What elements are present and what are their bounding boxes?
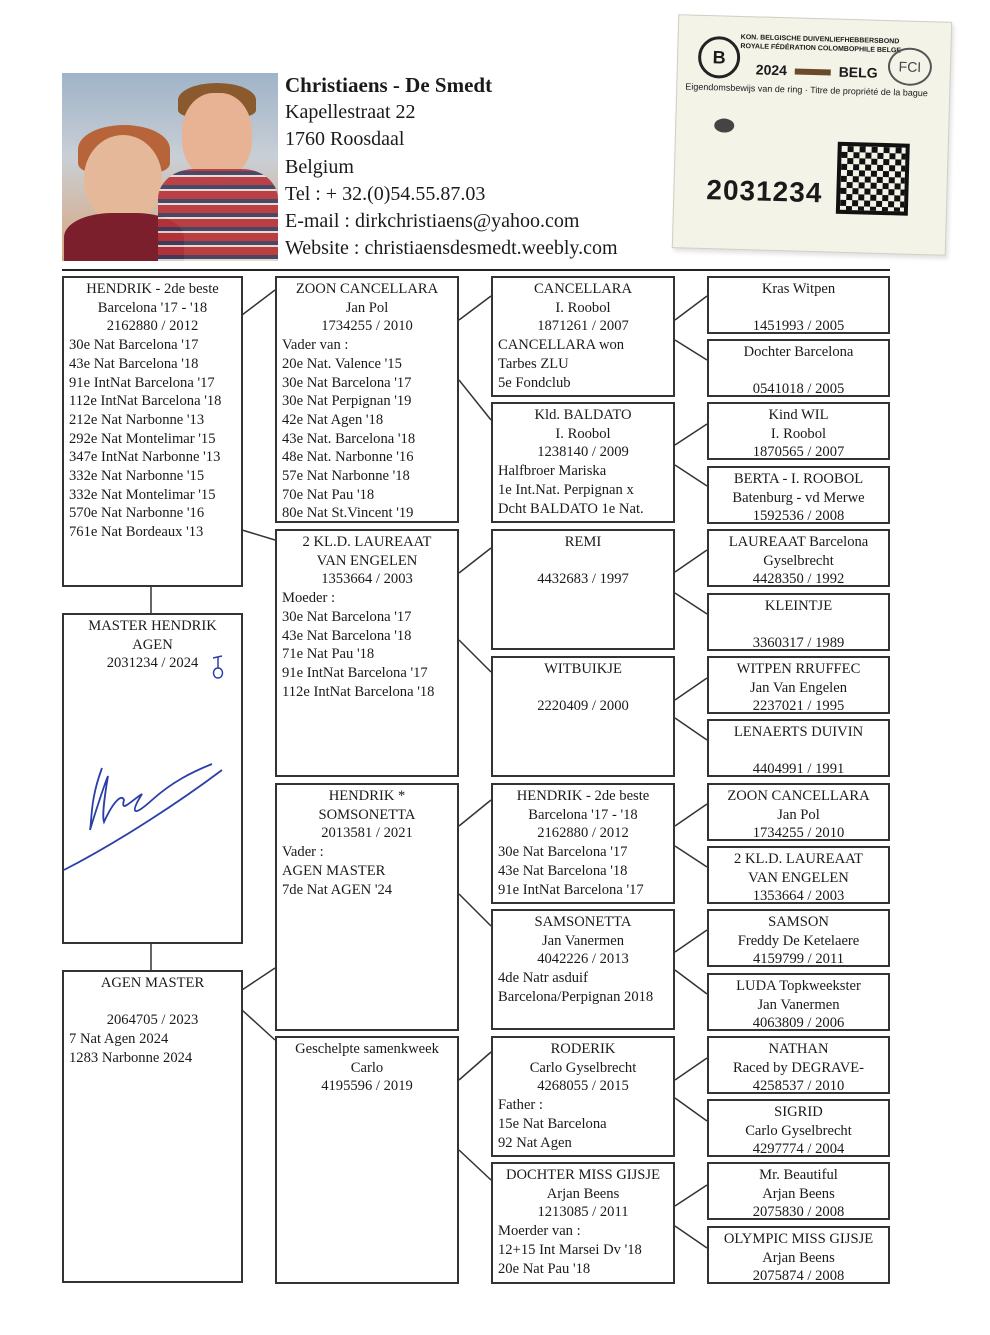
- bird-name: SIGRID: [774, 1104, 823, 1120]
- bird-ring: 4195596 / 2019: [321, 1078, 413, 1095]
- org-line-2: ROYALE FÉDÉRATION COLOMBOPHILE BELGE: [740, 42, 902, 55]
- bird-ring: 4268055 / 2015: [537, 1078, 629, 1095]
- grandparent-box: [275, 276, 459, 523]
- result-line: 212e Nat Narbonne '13: [69, 411, 205, 428]
- telephone: Tel : + 32.(0)54.55.87.03: [285, 182, 486, 205]
- great-grandparent-box: [491, 529, 675, 650]
- bird-breeder: Jan Pol: [345, 299, 389, 316]
- bird-name: REMI: [564, 534, 602, 550]
- result-line: AGEN MASTER: [282, 862, 386, 879]
- fci-logo-icon: FCI: [887, 47, 932, 86]
- gen4-box: [707, 783, 890, 841]
- bird-breeder: VAN ENGELEN: [316, 552, 418, 569]
- gen4-box: [707, 1162, 890, 1220]
- bird-ring: 2220409 / 2000: [537, 698, 629, 715]
- bird-breeder: [709, 299, 888, 318]
- result-line: 5e Fondclub: [498, 374, 571, 391]
- sire-name: HENDRIK - 2de beste: [86, 281, 219, 297]
- bird-ring: 4159799 / 2011: [752, 951, 845, 967]
- result-line: 91e IntNat Barcelona '17: [69, 374, 215, 391]
- result-line: 43e Nat Barcelona '18: [498, 862, 628, 879]
- result-line: 91e IntNat Barcelona '17: [498, 881, 644, 898]
- bird-breeder: Barcelona '17 - '18: [528, 806, 638, 823]
- result-line: 292e Nat Montelimar '15: [69, 430, 216, 447]
- bird-name: 2 KL.D. LAUREAAT: [302, 534, 432, 550]
- great-grandparent-box: [491, 1162, 675, 1284]
- country: Belgium: [285, 155, 354, 178]
- result-line: Moerder van :: [498, 1223, 581, 1240]
- result-line: 112e IntNat Barcelona '18: [282, 683, 435, 700]
- result-line: Dcht BALDATO 1e Nat.: [498, 500, 644, 517]
- result-line: 7 Nat Agen 2024: [69, 1031, 169, 1048]
- result-line: 7de Nat AGEN '24: [282, 881, 393, 898]
- result-line: 570e Nat Narbonne '16: [69, 505, 205, 522]
- bird-name: LUDA Topkweekster: [736, 978, 861, 994]
- bird-ring: 4432683 / 1997: [537, 571, 629, 588]
- bird-name: DOCHTER MISS GIJSJE: [505, 1167, 661, 1183]
- gen4-box: [707, 529, 890, 587]
- great-grandparent-box: [491, 909, 675, 1030]
- bird-name: LAUREAAT Barcelona: [728, 534, 869, 550]
- bird-ring: 0541018 / 2005: [752, 381, 845, 397]
- gen4-box: [707, 402, 890, 460]
- bird-name: Geschelpte samenkweek: [295, 1041, 439, 1057]
- result-line: 30e Nat Barcelona '17: [282, 608, 412, 625]
- ring-year: 2024: [755, 61, 788, 79]
- bird-breeder: Jan Pol: [777, 806, 820, 823]
- bird-breeder: Jan Van Engelen: [750, 679, 847, 696]
- bird-ring: 2075874 / 2008: [752, 1268, 845, 1284]
- gen4-box: [707, 909, 890, 967]
- sire-ring: 2162880 / 2012: [106, 318, 199, 335]
- great-grandparent-box: [491, 402, 675, 523]
- bird-name: 2 KL.D. LAUREAAT: [734, 851, 863, 867]
- grandparent-box: [275, 1036, 459, 1284]
- bird-breeder: [709, 616, 888, 635]
- kbdb-logo-icon: B: [698, 36, 741, 79]
- result-line: 30e Nat Barcelona '17: [282, 374, 412, 391]
- bird-ring: 1870565 / 2007: [752, 444, 845, 460]
- result-line: 30e Nat Barcelona '17: [69, 337, 199, 354]
- bird-breeder: Gyselbrecht: [763, 552, 834, 569]
- gen4-box: [707, 719, 890, 777]
- bird-name: OLYMPIC MISS GIJSJE: [723, 1231, 874, 1247]
- bird-name: ZOON CANCELLARA: [727, 788, 870, 804]
- result-line: 347e IntNat Narbonne '13: [69, 449, 221, 466]
- bird-name: BERTA - I. ROOBOL: [733, 471, 864, 487]
- gen4-box: [707, 1226, 890, 1284]
- bird-breeder: [493, 679, 673, 698]
- bird-ring: 1871261 / 2007: [537, 318, 629, 335]
- result-line: 91e IntNat Barcelona '17: [282, 664, 428, 681]
- gen4-box: [707, 339, 890, 397]
- result-line: Vader :: [282, 844, 324, 861]
- bird-breeder: Raced by DEGRAVE-: [732, 1059, 865, 1076]
- bird-breeder: SOMSONETTA: [318, 806, 416, 823]
- dam-name: AGEN MASTER: [100, 975, 205, 991]
- bird-breeder: [709, 742, 888, 761]
- bird-name: Kind WIL: [768, 407, 829, 423]
- bird-name: WITBUIKJE: [544, 661, 622, 677]
- gen4-box: [707, 1036, 890, 1094]
- bird-ring: 4258537 / 2010: [752, 1078, 845, 1094]
- gen4-box: [707, 973, 890, 1031]
- result-line: 761e Nat Bordeaux '13: [69, 524, 204, 541]
- ring-number: 2031234: [706, 174, 823, 209]
- result-line: 70e Nat Pau '18: [282, 486, 375, 503]
- bird-breeder: Carlo Gyselbrecht: [745, 1122, 852, 1139]
- bird-ring: 2013581 / 2021: [321, 825, 413, 842]
- gen4-box: [707, 1099, 890, 1157]
- bird-name: HENDRIK *: [328, 788, 406, 804]
- signature-icon: [62, 760, 242, 880]
- bird-breeder: I. Roobol: [770, 425, 827, 442]
- bird-breeder: [493, 552, 673, 571]
- bird-name: CANCELLARA: [533, 281, 633, 297]
- gen4-box: [707, 656, 890, 714]
- grandparent-box: [275, 783, 459, 1031]
- bird-name: Kras Witpen: [761, 281, 836, 297]
- gen4-box: [707, 276, 890, 334]
- bird-name: WITPEN RRUFFEC: [736, 661, 861, 677]
- bird-breeder: I. Roobol: [555, 425, 611, 442]
- bird-breeder: Freddy De Ketelaere: [737, 932, 860, 949]
- result-line: 48e Nat. Narbonne '16: [282, 449, 414, 466]
- bird-name: KLEINTJE: [764, 598, 833, 614]
- bird-name: Dochter Barcelona: [743, 344, 854, 360]
- bird-name: ZOON CANCELLARA: [295, 281, 439, 297]
- result-line: 20e Nat. Valence '15: [282, 355, 402, 372]
- website: Website : christiaensdesmedt.weebly.com: [285, 237, 618, 260]
- result-line: 92 Nat Agen: [498, 1134, 572, 1151]
- ring-country: BELG: [838, 63, 878, 81]
- great-grandparent-box: [491, 276, 675, 397]
- bird-breeder: Arjan Beens: [762, 1249, 835, 1266]
- bird-name: SAMSON: [768, 914, 829, 930]
- great-grandparent-box: [491, 783, 675, 904]
- result-line: Halfbroer Mariska: [498, 463, 607, 480]
- result-line: 57e Nat Narbonne '18: [282, 468, 410, 485]
- grandparent-box: [275, 529, 459, 777]
- result-line: 12+15 Int Marsei Dv '18: [498, 1241, 642, 1258]
- result-line: 71e Nat Pau '18: [282, 646, 375, 663]
- bird-name: Mr. Beautiful: [759, 1167, 838, 1183]
- bird-name: RODERIK: [550, 1041, 616, 1057]
- bird-breeder: Carlo: [350, 1059, 384, 1076]
- bird-ring: 4428350 / 1992: [752, 571, 845, 587]
- bird-name: NATHAN: [768, 1041, 829, 1057]
- city: 1760 Roosdaal: [285, 128, 405, 151]
- address: Kapellestraat 22: [285, 101, 416, 124]
- bird-ring: 4404991 / 1991: [752, 761, 845, 777]
- result-line: 43e Nat Barcelona '18: [282, 627, 412, 644]
- bird-breeder: Arjan Beens: [762, 1185, 835, 1202]
- ownership-text: Eigendomsbewijs van de ring · Titre de propriété de la bague: [685, 81, 929, 99]
- bird-breeder: VAN ENGELEN: [748, 869, 849, 886]
- bird-breeder: Jan Vanermen: [757, 996, 840, 1013]
- sire-subtitle: Barcelona '17 - '18: [97, 299, 208, 316]
- bird-ring: 4063809 / 2006: [752, 1015, 845, 1031]
- bird-ring: 1592536 / 2008: [752, 508, 845, 524]
- bird-breeder: [709, 362, 888, 381]
- result-line: 30e Nat Barcelona '17: [498, 844, 628, 861]
- subject-ring: 2031234 / 2024: [106, 655, 199, 672]
- breeder-name: Christiaens - De Smedt: [285, 73, 493, 97]
- bird-ring: 2237021 / 1995: [752, 698, 845, 714]
- gen4-box: [707, 593, 890, 651]
- gen4-box: [707, 846, 890, 904]
- bird-ring: 3360317 / 1989: [752, 635, 845, 651]
- bird-ring: 1238140 / 2009: [537, 444, 629, 461]
- bird-ring: 4297774 / 2004: [752, 1141, 845, 1157]
- dam-ring: 2064705 / 2023: [106, 1012, 199, 1029]
- subject-name: MASTER HENDRIK: [88, 618, 217, 634]
- result-line: 20e Nat Pau '18: [498, 1260, 591, 1277]
- result-line: 30e Nat Perpignan '19: [282, 393, 412, 410]
- gen4-box: [707, 466, 890, 524]
- bird-name: SAMSONETTA: [534, 914, 632, 930]
- bird-breeder: Carlo Gyselbrecht: [529, 1059, 637, 1076]
- bird-breeder: Arjan Beens: [546, 1185, 620, 1202]
- result-line: CANCELLARA won: [498, 337, 625, 354]
- bird-ring: 2162880 / 2012: [537, 825, 629, 842]
- email: E-mail : dirkchristiaens@yahoo.com: [285, 210, 580, 233]
- bird-breeder: Jan Vanermen: [542, 932, 624, 949]
- result-line: 15e Nat Barcelona: [498, 1115, 607, 1132]
- result-line: 1e Int.Nat. Perpignan x: [498, 481, 634, 498]
- result-line: Father :: [498, 1097, 543, 1114]
- subject-subtitle: AGEN: [132, 636, 173, 653]
- bird-ring: 1353664 / 2003: [321, 571, 413, 588]
- bird-ring: 1451993 / 2005: [752, 318, 845, 334]
- bird-name: HENDRIK - 2de beste: [516, 788, 650, 804]
- dam-box: [62, 970, 243, 1283]
- bird-name: Kld. BALDATO: [534, 407, 632, 423]
- bird-ring: 4042226 / 2013: [537, 951, 629, 968]
- result-line: Tarbes ZLU: [498, 355, 569, 372]
- result-line: 332e Nat Montelimar '15: [69, 486, 216, 503]
- result-line: 332e Nat Narbonne '15: [69, 468, 205, 485]
- result-line: 112e IntNat Barcelona '18: [69, 393, 222, 410]
- bird-breeder: I. Roobol: [555, 299, 611, 316]
- bird-name: LENAERTS DUIVIN: [733, 724, 864, 740]
- result-line: Vader van :: [282, 337, 349, 354]
- result-line: 80e Nat St.Vincent '19: [282, 505, 414, 522]
- bird-ring: 1734255 / 2010: [752, 825, 845, 841]
- male-symbol-icon: [210, 654, 226, 680]
- result-line: Barcelona/Perpignan 2018: [498, 988, 654, 1005]
- great-grandparent-box: [491, 656, 675, 777]
- result-line: Moeder :: [282, 590, 336, 607]
- bird-ring: 2075830 / 2008: [752, 1204, 845, 1220]
- bird-ring: 1734255 / 2010: [321, 318, 413, 335]
- result-line: 43e Nat Barcelona '18: [69, 355, 199, 372]
- sire-box: [62, 276, 243, 587]
- org-line-1: KON. BELGISCHE DUIVENLIEFHEBBERSBOND: [740, 33, 900, 46]
- bird-ring: 1353664 / 2003: [752, 888, 845, 904]
- result-line: 4de Natr asduif: [498, 970, 588, 987]
- result-line: 43e Nat. Barcelona '18: [282, 430, 416, 447]
- great-grandparent-box: [491, 1036, 675, 1157]
- result-line: 42e Nat Agen '18: [282, 411, 384, 428]
- result-line: 1283 Narbonne 2024: [69, 1049, 193, 1066]
- bird-breeder: Batenburg - vd Merwe: [732, 489, 865, 506]
- dam-subtitle: [64, 993, 241, 1012]
- bird-ring: 1213085 / 2011: [537, 1204, 629, 1221]
